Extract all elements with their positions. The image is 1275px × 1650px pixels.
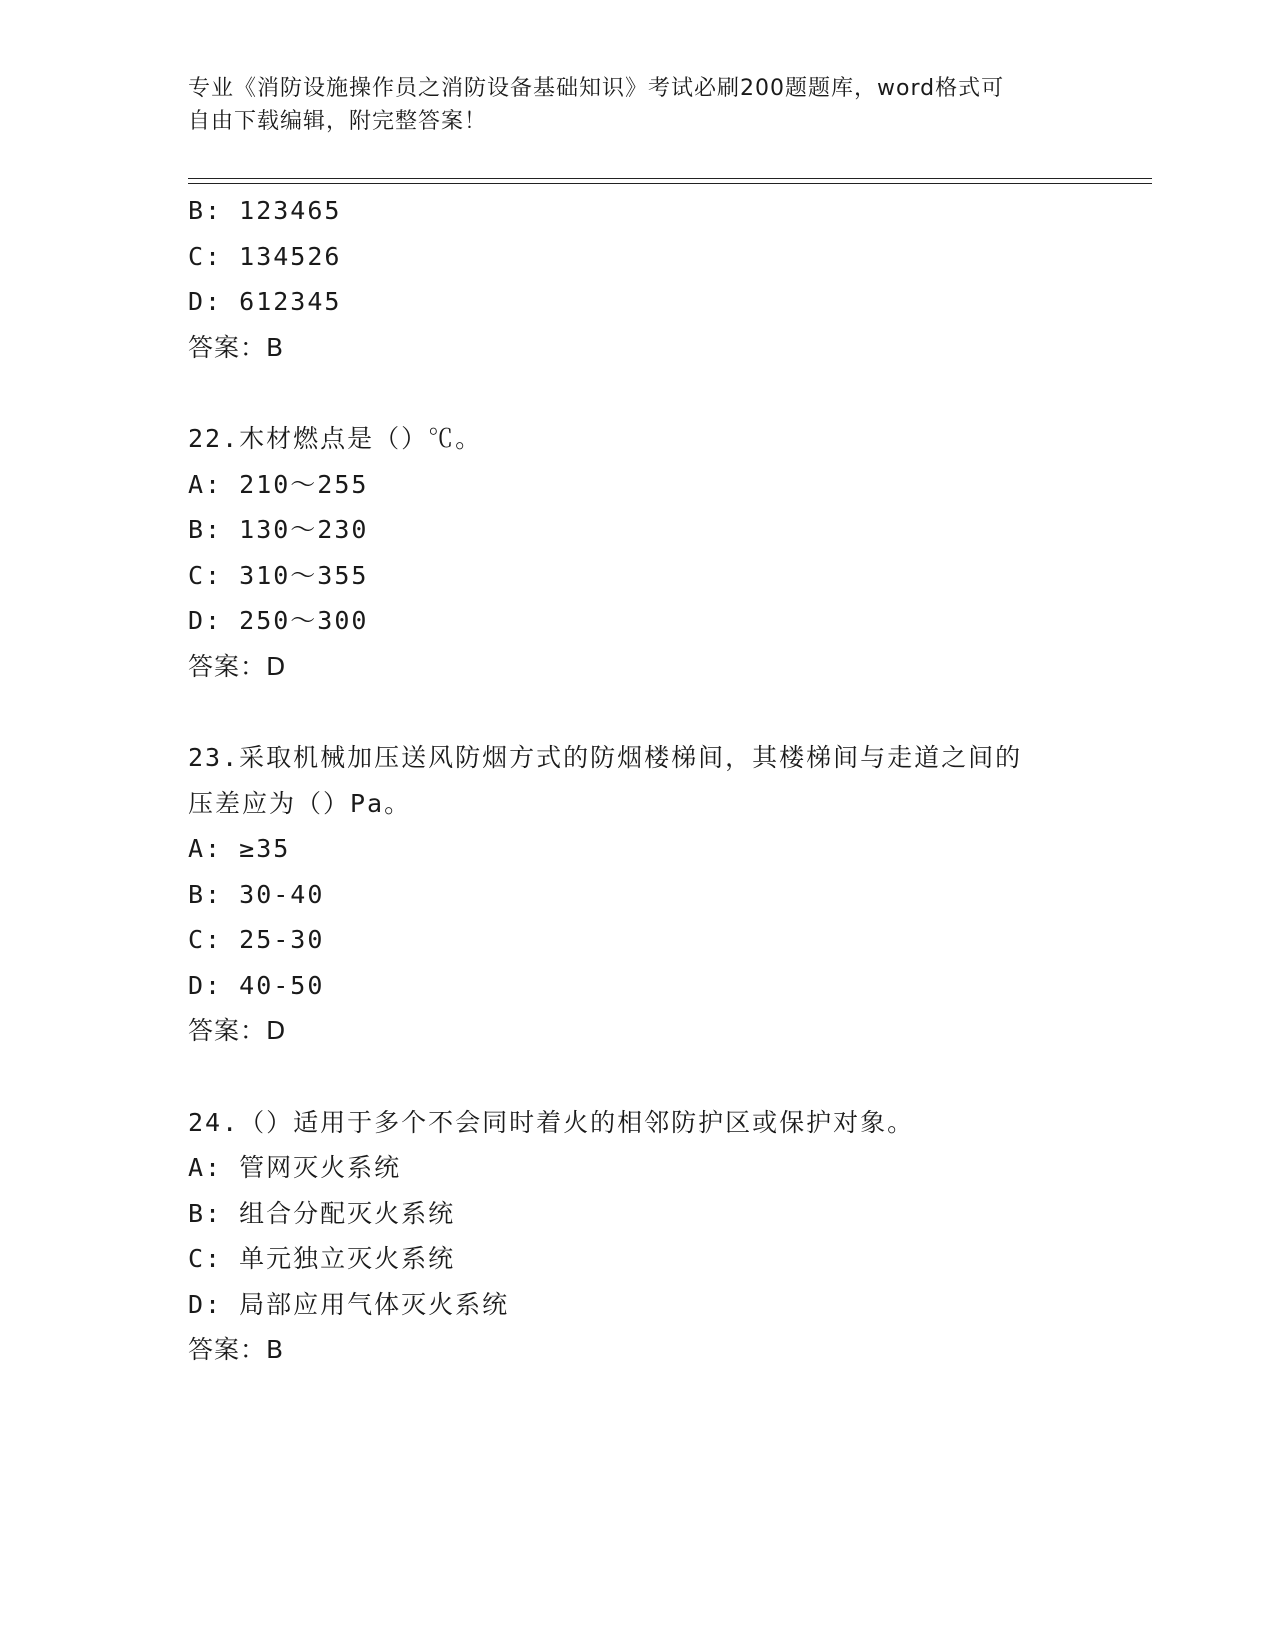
question-23	[188, 735, 1088, 1054]
option-d: D: 612345	[188, 287, 342, 316]
question-text: 24.（）适用于多个不会同时着火的相邻防护区或保护对象。	[188, 1107, 915, 1137]
option-b: B: 30-40	[188, 879, 325, 909]
option-c: C: 310～355	[188, 560, 369, 590]
header-divider-top	[188, 178, 1152, 179]
question-list	[188, 188, 1088, 1373]
question-24	[188, 1100, 1088, 1373]
question-21	[188, 188, 1088, 370]
option-d: D: 局部应用气体灭火系统	[188, 1289, 510, 1319]
option-c: C: 25-30	[188, 925, 325, 954]
option-a: A: 210～255	[188, 469, 369, 499]
question-22	[188, 416, 1088, 689]
option-d: D: 250～300	[188, 606, 369, 635]
option-a: A: ≥35	[188, 834, 291, 863]
option-b: B: 组合分配灭火系统	[188, 1198, 456, 1228]
answer: 答案：D	[188, 1016, 287, 1045]
question-text: 22.木材燃点是（）℃。	[188, 424, 483, 453]
question-text-line-1: 23.采取机械加压送风防烟方式的防烟楼梯间，其楼梯间与走道之间的	[188, 743, 1023, 772]
option-d: D: 40-50	[188, 970, 325, 1000]
answer: 答案：D	[188, 651, 287, 681]
option-a: A: 管网灭火系统	[188, 1153, 402, 1182]
option-b: B: 130～230	[188, 515, 369, 544]
document-header	[188, 72, 1088, 138]
answer: 答案：B	[188, 332, 285, 362]
option-c: C: 单元独立灭火系统	[188, 1244, 456, 1273]
header-divider-bottom	[188, 183, 1152, 184]
question-text-line-2: 压差应为（）Pa。	[188, 788, 412, 818]
answer: 答案：B	[188, 1335, 285, 1364]
option-c: C: 134526	[188, 241, 342, 271]
header-line-2: 自由下载编辑，附完整答案！	[188, 109, 488, 134]
option-b: B: 123465	[188, 196, 342, 225]
header-line-1: 专业《消防设施操作员之消防设备基础知识》考试必刷200题题库，word格式可	[188, 76, 1005, 101]
